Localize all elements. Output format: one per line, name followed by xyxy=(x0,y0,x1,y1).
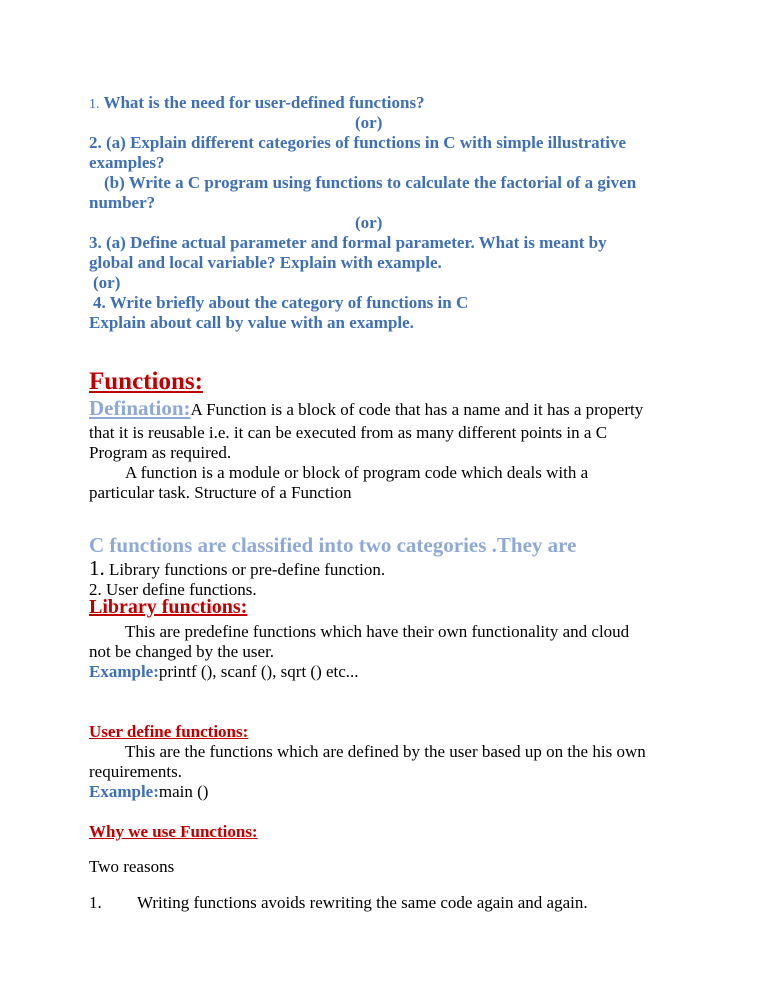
category-item-1 xyxy=(89,558,385,580)
question-2b-line-1: (b) Write a C program using functions to calculate the factorial of a given xyxy=(104,173,637,192)
user-define-line-2: requirements. xyxy=(89,762,182,781)
user-define-functions-heading: User define functions: xyxy=(89,722,249,741)
question-1-text: What is the need for user-defined functions? xyxy=(99,93,425,112)
category-item-1-number: 1. xyxy=(89,556,105,580)
definition-text: A Function is a block of code that has a name and it has a property xyxy=(190,400,644,419)
or-separator-1: (or) xyxy=(355,113,383,132)
category-item-2: 2. User define functions. xyxy=(89,580,257,599)
library-example-text: printf (), scanf (), sqrt () etc... xyxy=(158,662,359,681)
question-4-line-2: Explain about call by value with an example. xyxy=(89,313,414,332)
user-define-line-1: This are the functions which are defined by the user based up on the his own xyxy=(125,742,646,761)
question-2a-line-1: 2. (a) Explain different categories of functions in C with simple illustrative xyxy=(89,133,627,152)
library-functions-heading: Library functions: xyxy=(89,596,248,618)
why-use-functions-heading: Why we use Functions: xyxy=(89,822,258,841)
definition-line-4: A function is a module or block of program code which deals with a xyxy=(125,463,589,482)
definition-line-1 xyxy=(89,398,643,420)
question-2a-line-2: examples? xyxy=(89,153,165,172)
why-item-1-text: Writing functions avoids rewriting the same code again and again. xyxy=(137,893,588,912)
definition-label: Defination: xyxy=(89,396,191,420)
library-line-1: This are predefine functions which have their own functionality and cloud xyxy=(125,622,630,641)
question-1-number: 1. xyxy=(89,97,100,112)
question-2b-line-2: number? xyxy=(89,193,156,212)
functions-heading: Functions: xyxy=(89,368,203,395)
question-3-line-1: 3. (a) Define actual parameter and formal parameter. What is meant by xyxy=(89,233,607,252)
library-line-2: not be changed by the user. xyxy=(89,642,275,661)
library-example xyxy=(89,662,359,682)
question-3-line-2: global and local variable? Explain with example. xyxy=(89,253,442,272)
user-define-example xyxy=(89,782,208,802)
category-item-1-text: Library functions or pre-define function. xyxy=(104,560,386,579)
why-item-1-number: 1. xyxy=(89,893,102,912)
or-separator-3: (or) xyxy=(93,273,121,292)
definition-line-2: that it is reusable i.e. it can be executed from as many different points in a C xyxy=(89,423,608,442)
or-separator-2: (or) xyxy=(355,213,383,232)
user-define-example-text: main () xyxy=(158,782,209,801)
library-example-label: Example: xyxy=(89,662,159,681)
definition-line-3: Program as required. xyxy=(89,443,232,462)
why-intro: Two reasons xyxy=(89,857,175,876)
question-4-line-1: 4. Write briefly about the category of functions in C xyxy=(93,293,469,312)
user-define-example-label: Example: xyxy=(89,782,159,801)
question-1 xyxy=(89,93,425,115)
categories-heading: C functions are classified into two categories .They are xyxy=(89,533,577,557)
definition-line-5: particular task. Structure of a Function xyxy=(89,483,352,502)
